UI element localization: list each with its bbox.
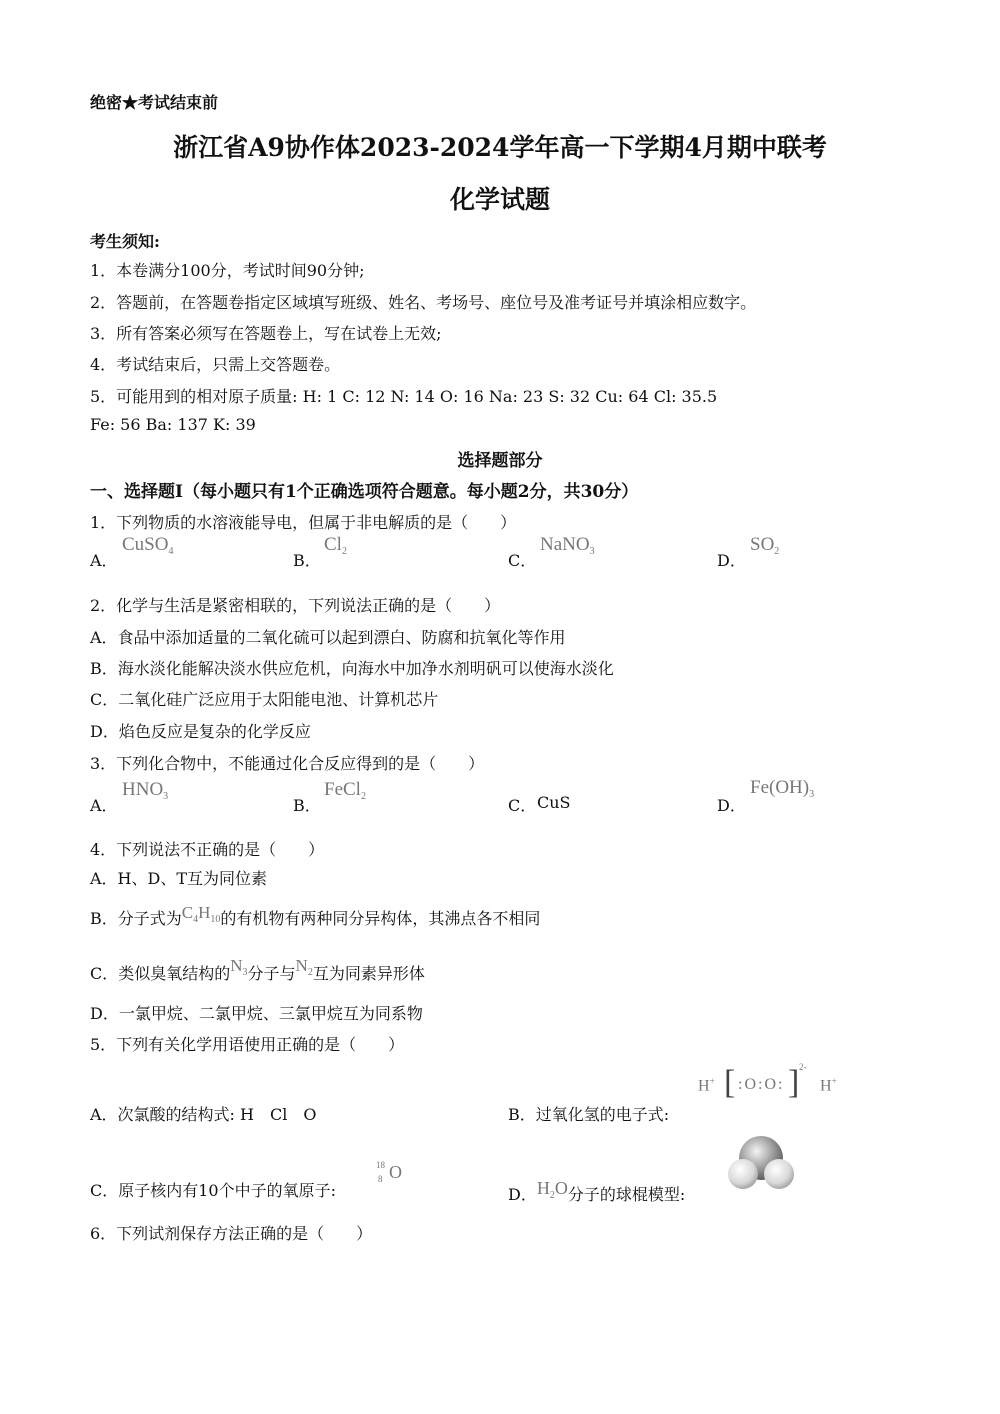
notice-item: Fe: 56 Ba: 137 K: 39: [90, 415, 256, 434]
q4-option-d: D．一氯甲烷、二氯甲烷、三氯甲烷互为同系物: [90, 1004, 423, 1023]
q1-option-b-label: B．: [293, 551, 321, 570]
q2-option-a: A．食品中添加适量的二氧化硫可以起到漂白、防腐和抗氧化等作用: [90, 628, 566, 647]
q5-option-d: D．$H_2O$分子的球棍模型:: [508, 1178, 686, 1204]
q1-option-c-label: C．: [508, 551, 537, 570]
q1-option-d-label: D．: [717, 551, 746, 570]
q3-option-b-formula: FeCl$_2$: [324, 779, 366, 802]
notice-item: 2．答题前，在答题卷指定区域填写班级、姓名、考场号、座位号及准考证号并填涂相应数字。: [90, 293, 757, 312]
q5-option-b: B．过氧化氢的电子式:: [508, 1105, 670, 1124]
notice-item: 4．考试结束后，只需上交答题卷。: [90, 355, 341, 374]
notice-item: 3．所有答案必须写在答题卷上，写在试卷上无效;: [90, 324, 442, 343]
q3-option-d-label: D．: [717, 796, 746, 815]
q4-stem: 4．下列说法不正确的是（ ）: [90, 840, 325, 859]
q3-stem: 3．下列化合物中，不能通过化合反应得到的是（ ）: [90, 754, 485, 773]
q3-option-d-formula: $Fe(OH)_3$: [750, 777, 815, 800]
q3-option-a-label: A．: [90, 796, 118, 815]
q3-option-a-formula: $HNO_3$: [122, 779, 169, 802]
q5-option-a: A．次氯酸的结构式: H Cl O: [90, 1105, 317, 1124]
q5-option-c: C．原子核内有10个中子的氧原子:: [90, 1181, 336, 1200]
q3-option-c-text: CuS: [537, 793, 571, 812]
q5-stem: 5．下列有关化学用语使用正确的是（ ）: [90, 1035, 405, 1054]
q6-stem: 6．下列试剂保存方法正确的是（ ）: [90, 1224, 373, 1243]
q4-option-b: B．分子式为$C_4H_{10}$的有机物有两种同分异构体，其沸点各不相同: [90, 903, 541, 928]
q1-option-d-formula: $SO_2$: [750, 534, 780, 557]
q2-stem: 2．化学与生活是紧密相联的，下列说法正确的是（ ）: [90, 596, 501, 615]
section-title: 选择题部分: [457, 451, 543, 471]
q4-option-a: A．H、D、T互为同位素: [90, 869, 268, 888]
q1-stem: 1．下列物质的水溶液能导电，但属于非电解质的是（ ）: [90, 513, 517, 532]
q3-option-c-label: C．: [508, 796, 537, 815]
notice-heading: 考生须知:: [90, 232, 160, 251]
q1-option-a-formula: CuSO$_4$: [122, 534, 174, 557]
q4-option-c: C．类似臭氧结构的$N_3$分子与$N_2$互为同素异形体: [90, 956, 425, 983]
exam-page: 绝密★考试结束前 浙江省A9协作体2023-2024学年高一下学期4月期中联考 化学试题 考生须知: 1．本卷满分100分，考试时间90分钟; 2．答题前，在答题卷指定区域填写班级、姓名、考场号、座位号及准考证号并填涂相应数字。 3．所有答案必须写在答题卷上，写在试卷上无效; 4．考试结束后，只需上交答题卷。 5．可能用到的相对原子质量: H: 1 C: 12 N: 14 O: 16 Na: 23 S: 32 Cu: 64 Cl: 35.5 Fe: 56 Ba: 137 K: 39 选择题部分 一、选择题Ⅰ（每小题只有1个正确选项符合题意。每小题2分，共30分） 1．下列物质的水溶液能导电，但属于非电解质的是（ ） A． CuSO$_4$ B． $Cl_2$ C． NaNO$_3$ D． $SO_2$ 2．化学与生活是紧密相联的，下列说法正确的是（ ） A．食品中添加适量的二氧化硫可以起到漂白、防腐和抗氧化等作用 B．海水淡化能解决淡水供应危机，向海水中加净水剂明矾可以使海水淡化 C．二氧化硅广泛应用于太阳能电池、计算机芯片 D．焰色反应是复杂的化学反应 3．下列化合物中，不能通过化合反应得到的是（ ） A． $HNO_3$ B． FeCl$_2$ C． CuS D． $Fe(OH)_3$ 4．下列说法不正确的是（ ） A．H、D、T互为同位素 B．分子式为$C_4H_{10}$的有机物有两种同分异构体，其沸点各不相同 C．类似臭氧结构的$N_3$分子与$N_2$互为同素异形体 D．一氯甲烷、二氯甲烷、三氯甲烷互为同系物 5．下列有关化学用语使用正确的是（ ） A．次氯酸的结构式: H Cl O B．过氧化氢的电子式: H+ [ :O:O: ] 2- H+ C．原子核内有10个中子的氧原子: 18 8 O D．$H_2O$分子的球棍模型: 6．下列试剂保存方法正确的是（ ）: [0, 0, 1000, 1414]
q1-option-c-formula: NaNO$_3$: [540, 534, 595, 557]
notice-item: 1．本卷满分100分，考试时间90分钟;: [90, 261, 365, 280]
q2-option-c: C．二氧化硅广泛应用于太阳能电池、计算机芯片: [90, 690, 439, 709]
notice-item: 5．可能用到的相对原子质量: H: 1 C: 12 N: 14 O: 16 Na: 23 S: 32 Cu: 64 Cl: 35.5: [90, 387, 718, 406]
q1-option-a-label: A．: [90, 551, 118, 570]
confidential-label: 绝密★考试结束前: [90, 93, 219, 112]
q3-option-b-label: B．: [293, 796, 321, 815]
part-title: 一、选择题Ⅰ（每小题只有1个正确选项符合题意。每小题2分，共30分）: [90, 482, 639, 502]
q1-option-b-formula: $Cl_2$: [324, 534, 347, 557]
oxygen-isotope: 18 8 O: [376, 1160, 402, 1184]
q2-option-d: D．焰色反应是复杂的化学反应: [90, 722, 311, 741]
exam-subtitle: 化学试题: [449, 185, 550, 214]
exam-title: 浙江省A9协作体2023-2024学年高一下学期4月期中联考: [173, 133, 827, 162]
q2-option-b: B．海水淡化能解决淡水供应危机，向海水中加净水剂明矾可以使海水淡化: [90, 659, 614, 678]
water-ball-model-image: [726, 1132, 796, 1196]
